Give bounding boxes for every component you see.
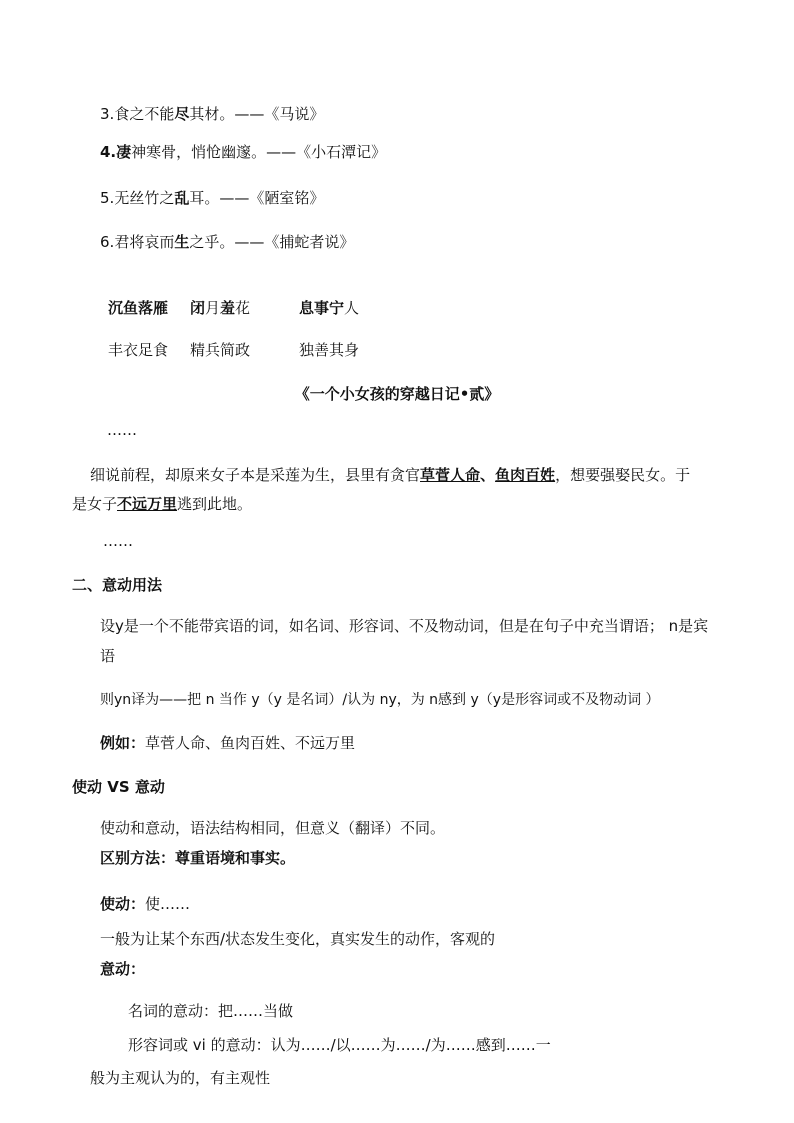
definition-line1: 设y是一个不能带宾语的词，如名词、形容词、不及物动词，但是在句子中充当谓语； n是宾 <box>100 617 709 635</box>
story-term: 不远万里 <box>117 495 178 513</box>
example-3 <box>100 104 324 124</box>
example-source: 其材。——《马说》 <box>189 105 325 123</box>
method-line <box>100 848 295 868</box>
example-text: 食之不能 <box>114 105 175 123</box>
ellipsis: …… <box>103 532 133 550</box>
story-text: ，想要强娶民女。于 <box>555 466 691 484</box>
idiom-part: 宁 <box>329 299 345 317</box>
example-5 <box>100 188 324 208</box>
example-key-word: 尽 <box>174 105 190 123</box>
idiom-part: 沉鱼 <box>108 299 139 317</box>
story-text: 逃到此地。 <box>177 495 253 513</box>
method-label: 区别方法： <box>100 849 176 867</box>
story-title: 《一个小女孩的穿越日记•贰》 <box>294 385 500 403</box>
idiom-part: 落雁 <box>138 299 169 317</box>
story-text: 是女子 <box>72 495 118 513</box>
example-source: 之乎。——《捕蛇者说》 <box>189 233 355 251</box>
example-source: 耳。——《陋室铭》 <box>189 189 325 207</box>
causative-label: 使动： <box>100 895 146 913</box>
idiom-part: 羞 <box>220 299 236 317</box>
idiom-3 <box>299 298 359 318</box>
idiom-part: 事 <box>314 299 330 317</box>
example-4 <box>100 142 386 162</box>
section-heading: 二、意动用法 <box>72 576 163 594</box>
method-text: 尊重语境和事实。 <box>175 849 296 867</box>
adj-putative: 形容词或 vi 的意动：认为……/以……为……/为……感到……一 <box>128 1036 551 1054</box>
example-number: 3. <box>100 105 115 123</box>
idiom-part: 人 <box>344 299 360 317</box>
example-source: 神寒骨，悄怆幽邃。——《小石潭记》 <box>131 143 387 161</box>
translation-rule: 则yn译为——把 n 当作 y（y 是名词）/认为 ny，为 n感到 y（y是形容词或不及物动词 ） <box>100 692 660 708</box>
idiom-4: 丰衣足食 <box>108 341 169 359</box>
example-text: 无丝竹之 <box>114 189 175 207</box>
example-key-word: 乱 <box>174 189 190 207</box>
example-text: 草菅人命、鱼肉百姓、不远万里 <box>145 734 356 752</box>
example-number: 5. <box>100 189 115 207</box>
noun-putative: 名词的意动：把……当做 <box>128 1002 294 1020</box>
compare-heading: 使动 VS 意动 <box>72 778 165 796</box>
causative-description: 一般为让某个东西/状态发生变化，真实发生的动作，客观的 <box>100 930 496 948</box>
example-6 <box>100 232 354 252</box>
example-line <box>100 733 355 753</box>
putative-label: 意动： <box>100 960 146 978</box>
story-paragraph-line1 <box>90 465 690 485</box>
story-term: 草菅人命 <box>420 466 481 484</box>
example-number: 6. <box>100 233 115 251</box>
idiom-5: 精兵简政 <box>190 341 251 359</box>
example-number: 4. <box>100 143 117 161</box>
story-text: 、 <box>480 466 496 484</box>
story-paragraph-line2 <box>72 494 252 514</box>
example-key-word: 生 <box>174 233 190 251</box>
story-text: 细说前程，却原来女子本是采莲为生，县里有贪官 <box>90 466 421 484</box>
example-label: 例如： <box>100 734 146 752</box>
compare-line: 使动和意动，语法结构相同，但意义（翻译）不同。 <box>100 819 446 837</box>
idiom-6: 独善其身 <box>299 341 360 359</box>
idiom-part: 月 <box>205 299 221 317</box>
causative-text: 使…… <box>145 895 191 913</box>
idiom-part: 息 <box>299 299 315 317</box>
idiom-2 <box>190 298 250 318</box>
example-text: 君将哀而 <box>114 233 175 251</box>
example-key-word: 凄 <box>116 143 132 161</box>
causative-line <box>100 894 190 914</box>
idiom-1 <box>108 298 168 318</box>
definition-line2: 语 <box>100 647 116 665</box>
story-term: 鱼肉百姓 <box>495 466 556 484</box>
ellipsis: …… <box>107 421 137 439</box>
idiom-part: 花 <box>235 299 251 317</box>
adj-putative-continued: 般为主观认为的，有主观性 <box>90 1069 271 1087</box>
idiom-part: 闭 <box>190 299 206 317</box>
